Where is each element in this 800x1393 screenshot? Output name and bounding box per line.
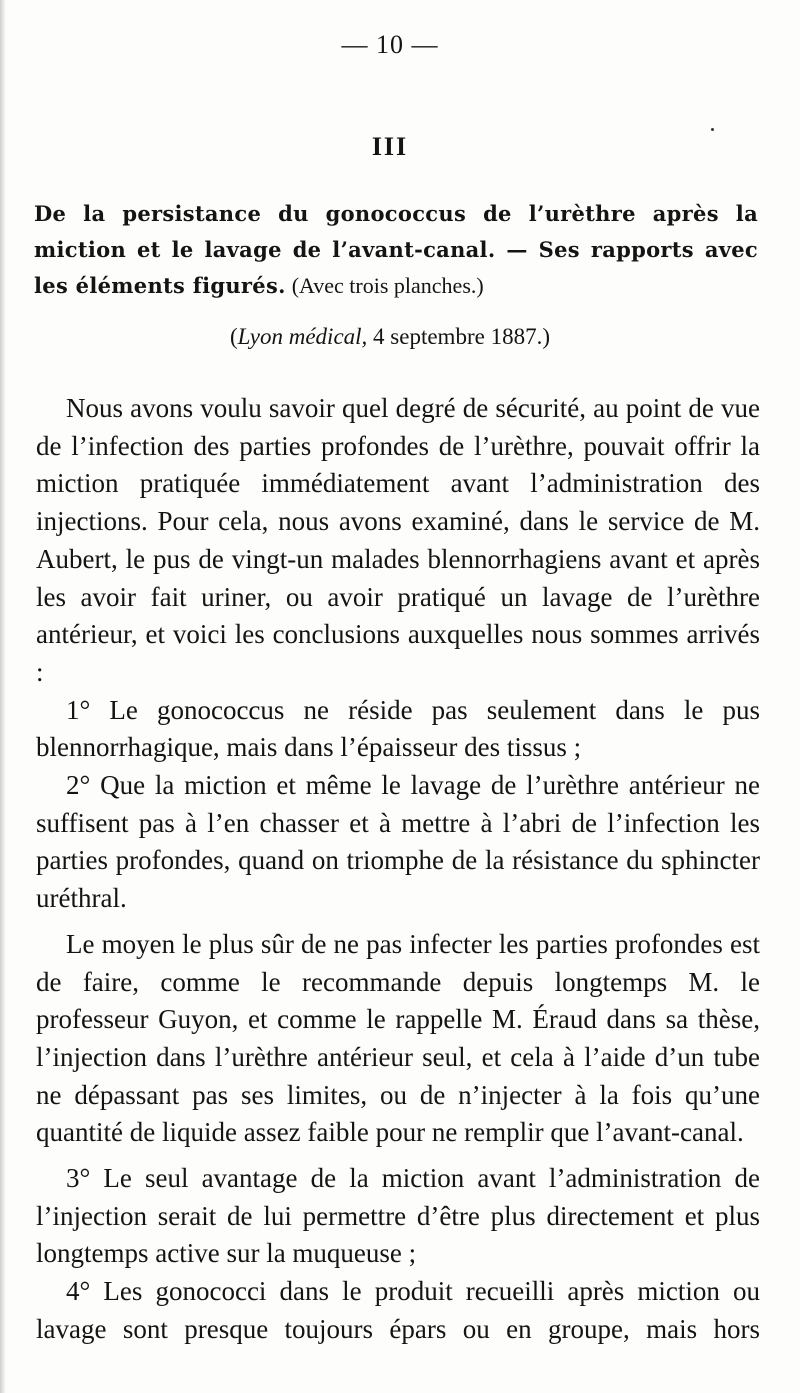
paragraph: 3° Le seul avantage de la miction avant l’administration de l’injection serait de lui permettre d’être plus directement et plus longtemps active sur la muqueuse ; <box>36 1163 760 1269</box>
chapter-title-note: (Avec trois planches.) <box>291 273 484 298</box>
page-edge-shadow <box>0 0 6 1393</box>
section-number: III <box>371 132 409 161</box>
paragraph: 1° Le gonococcus ne réside pas seulement dans le pus blennorrhagique, mais dans l’épaisseur des tissus ; <box>36 694 760 763</box>
paragraph: 4° Les gonococci dans le produit recueilli après miction ou lavage sont presque toujours épars ou en groupe, mais hors <box>36 1276 760 1344</box>
page-number: — 10 — <box>341 30 439 59</box>
source-journal: Lyon médical, <box>237 324 368 349</box>
chapter-title-text: De la persistance du gonococcus de l’urèthre après la miction et le lavage de l’avant-canal. — Ses rapports avec les éléments figurés. <box>34 201 758 298</box>
body-text <box>36 390 760 1349</box>
source-open-paren: ( <box>230 324 238 349</box>
paragraph: 2° Que la miction et même le lavage de l’urèthre antérieur ne suffisent pas à l’en chasser et à mettre à l’abri de l’infection les parties profondes, quand on triomphe de la résistance du sphincter uréthral. <box>36 770 760 914</box>
chapter-title <box>34 196 758 304</box>
paragraph: Le moyen le plus sûr de ne pas infecter les parties profondes est de faire, comme le recommande depuis longtemps M. le professeur Guyon, et comme le rappelle M. Éraud dans sa thèse, l’injection dans l’urèthre antérieur seul, et cela à l’aide d’un tube ne dépassant pas ses limites, ou de n’injecter à la fois qu’une quantité de liquide assez faible pour ne remplir que l’avant-canal. <box>36 928 760 1148</box>
print-speck <box>711 128 714 131</box>
paragraph: Nous avons voulu savoir quel degré de sécurité, au point de vue de l’infection des parties profondes de l’urèthre, pouvait offrir la miction pratiquée immédiatement avant l’administration des injections. Pour cela, nous avons examiné, dans le service de M. Aubert, le pus de vingt-un malades blennorrhagiens avant et après les avoir fait uriner, ou avoir pratiqué un lavage de l’urèthre antérieur, et voici les conclusions auxquelles nous sommes arrivés : <box>36 393 760 687</box>
source-date: 4 septembre 1887. <box>373 324 543 349</box>
source-citation <box>0 324 780 350</box>
source-close-paren: ) <box>542 324 550 349</box>
